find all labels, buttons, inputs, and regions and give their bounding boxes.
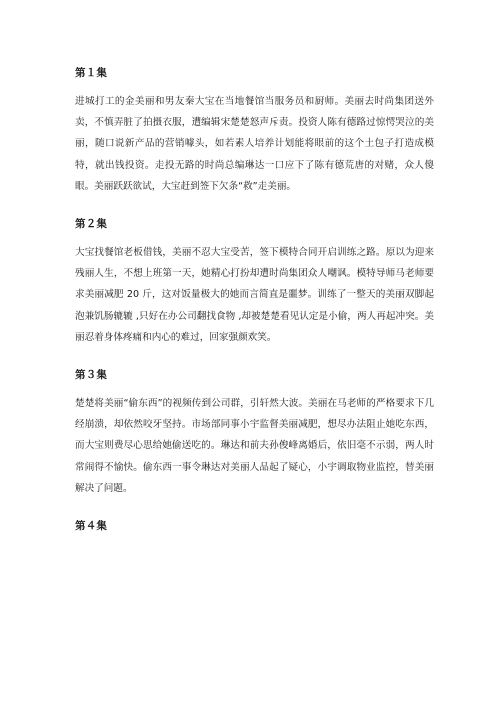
episode-title: 第１集 [75, 67, 108, 79]
episode-title: 第２集 [75, 218, 108, 231]
episode-title: 第４集 [75, 520, 108, 533]
episode-1 [75, 66, 434, 197]
episode-synopsis: 大宝找餐馆老板借钱，美丽不忍大宝受苦，签下模特合同开启训练之路。原以为迎来残丽人生，不想上班第一天，她精心打扮却遭时尚集团众人嘲讽。模特导师马老师要求美丽减肥 20 斤，这对饭量极大的她而言简直是噩梦。训练了一整天的美丽双脚起泡兼饥肠辘辘 ,只好在办公司翻找食物 ,却被楚楚看见认定是小偷，两人再起冲突。美丽忍着身体疼痛和内心的难过，回家强颜欢笑。 [75, 247, 434, 343]
episode-title: 第３集 [75, 369, 108, 382]
episode-synopsis: 楚楚将美丽“偷东西”的视频传到公司群，引轩然大波。美丽在马老师的严格要求下几经崩溃，却依然咬牙坚持。市场部同事小宇监督美丽减肥，想尽办法阻止她吃东西，而大宝则费尽心思给她偷送吃的。琳达和前夫孙俊峰离婚后，依旧毫不示弱，两人时常闹得不愉快。偷东西一事令琳达对美丽人品起了疑心，小宇调取物业监控，替美丽解决了问题。 [75, 398, 434, 494]
episode-synopsis: 进城打工的金美丽和男友秦大宝在当地餐馆当服务员和厨师。美丽去时尚集团送外卖，不慎弄脏了拍摄衣服，遭编辑宋楚楚怒声斥责。投资人陈有德路过惊愕哭泣的美丽，随口说新产品的营销噱头，如若素人培养计划能将眼前的这个土包子打造成模特，就出钱投资。走投无路的时尚总编琳达一口应下了陈有德荒唐的对赌，众人傻眼。美丽跃跃欲试，大宝赶到签下欠条“救”走美丽。 [75, 96, 434, 192]
episode-3 [75, 368, 434, 499]
episode-4 [75, 519, 434, 534]
episode-2 [75, 217, 434, 348]
